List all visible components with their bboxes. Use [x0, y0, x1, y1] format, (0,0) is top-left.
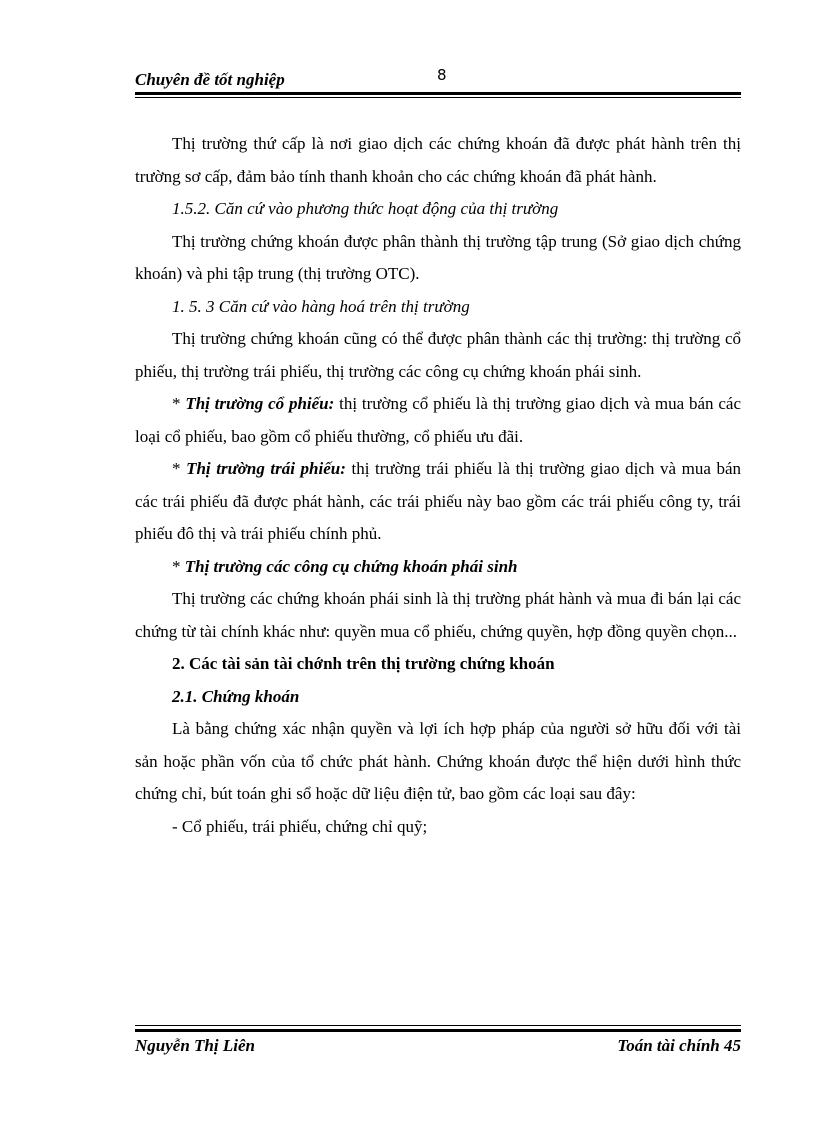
- bullet-stock-market: [135, 388, 741, 453]
- section-heading-1-5-2: 1.5.2. Căn cứ vào phương thức hoạt động của thị trường: [172, 199, 559, 218]
- paragraph-derivatives: Thị trường các chứng khoán phái sinh là thị trường phát hành và mua đi bán lại các chứng từ tài chính khác như: quyền mua cổ phiếu, chứng quyền, hợp đồng quyền chọn...: [135, 589, 741, 641]
- footer-course: Toán tài chính 45: [617, 1036, 741, 1055]
- section-heading-2: 2. Các tài sản tài chớnh trên thị trường chứng khoán: [172, 654, 555, 673]
- section-heading-2-1: 2.1. Chứng khoán: [172, 686, 300, 706]
- footer-author: Nguyễn Thị Liên: [135, 1036, 255, 1055]
- bullet-label: Thị trường cổ phiếu:: [185, 394, 335, 413]
- header-title: Chuyên đề tốt nghiệp: [135, 70, 285, 89]
- bullet-bond-market: [135, 453, 741, 551]
- bullet-marker: *: [172, 556, 185, 576]
- document-body: [135, 128, 741, 843]
- paragraph-secondary-market: Thị trường thứ cấp là nơi giao dịch các chứng khoán đã được phát hành trên thị trường sơ cấp, đảm bảo tính thanh khoản cho các chứng khoán đã phát hành.: [135, 134, 741, 186]
- paragraph-goods-classification: Thị trường chứng khoán cũng có thể được phân thành các thị trường: thị trường cổ phiếu, thị trường trái phiếu, thị trường các công cụ chứng khoán phái sinh.: [135, 329, 741, 381]
- bullet-text: thị trường cổ phiếu là thị trường giao dịch và mua bán các loại cổ phiếu, bao gồm cổ phiếu thường, cổ phiếu ưu đãi.: [135, 394, 741, 446]
- header-rule-thin: [135, 97, 741, 98]
- footer-rule-thin: [135, 1025, 741, 1026]
- bullet-label: Thị trường trái phiếu:: [186, 459, 346, 478]
- bullet-derivatives-market: [135, 551, 741, 584]
- bullet-text: thị trường trái phiếu là thị trường giao dịch và mua bán các trái phiếu đã được phát hành, các trái phiếu này bao gồm các trái phiếu công ty, trái phiếu đô thị và trái phiếu chính phủ.: [135, 459, 742, 543]
- section-heading-1-5-3: 1. 5. 3 Căn cứ vào hàng hoá trên thị trường: [172, 296, 470, 316]
- header-rule-thick: [135, 92, 741, 95]
- bullet-label: Thị trường các công cụ chứng khoán phái sinh: [184, 556, 518, 576]
- paragraph-securities-definition: Là bằng chứng xác nhận quyền và lợi ích hợp pháp của người sở hữu đối với tài sản hoặc phần vốn của tổ chức phát hành. Chứng khoán được thể hiện dưới hình thức chứng chỉ, bút toán ghi sổ hoặc dữ liệu điện tử, bao gồm các loại sau đây:: [135, 719, 741, 803]
- bullet-marker: *: [172, 459, 187, 478]
- page-footer: [135, 1036, 741, 1062]
- footer-rule-thick: [135, 1029, 741, 1032]
- page-number: 8: [437, 66, 447, 84]
- paragraph-operation-method: Thị trường chứng khoán được phân thành thị trường tập trung (Sở giao dịch chứng khoán) và phi tập trung (thị trường OTC).: [135, 231, 741, 283]
- list-item: - Cổ phiếu, trái phiếu, chứng chỉ quỹ;: [172, 816, 428, 836]
- bullet-marker: *: [172, 394, 186, 413]
